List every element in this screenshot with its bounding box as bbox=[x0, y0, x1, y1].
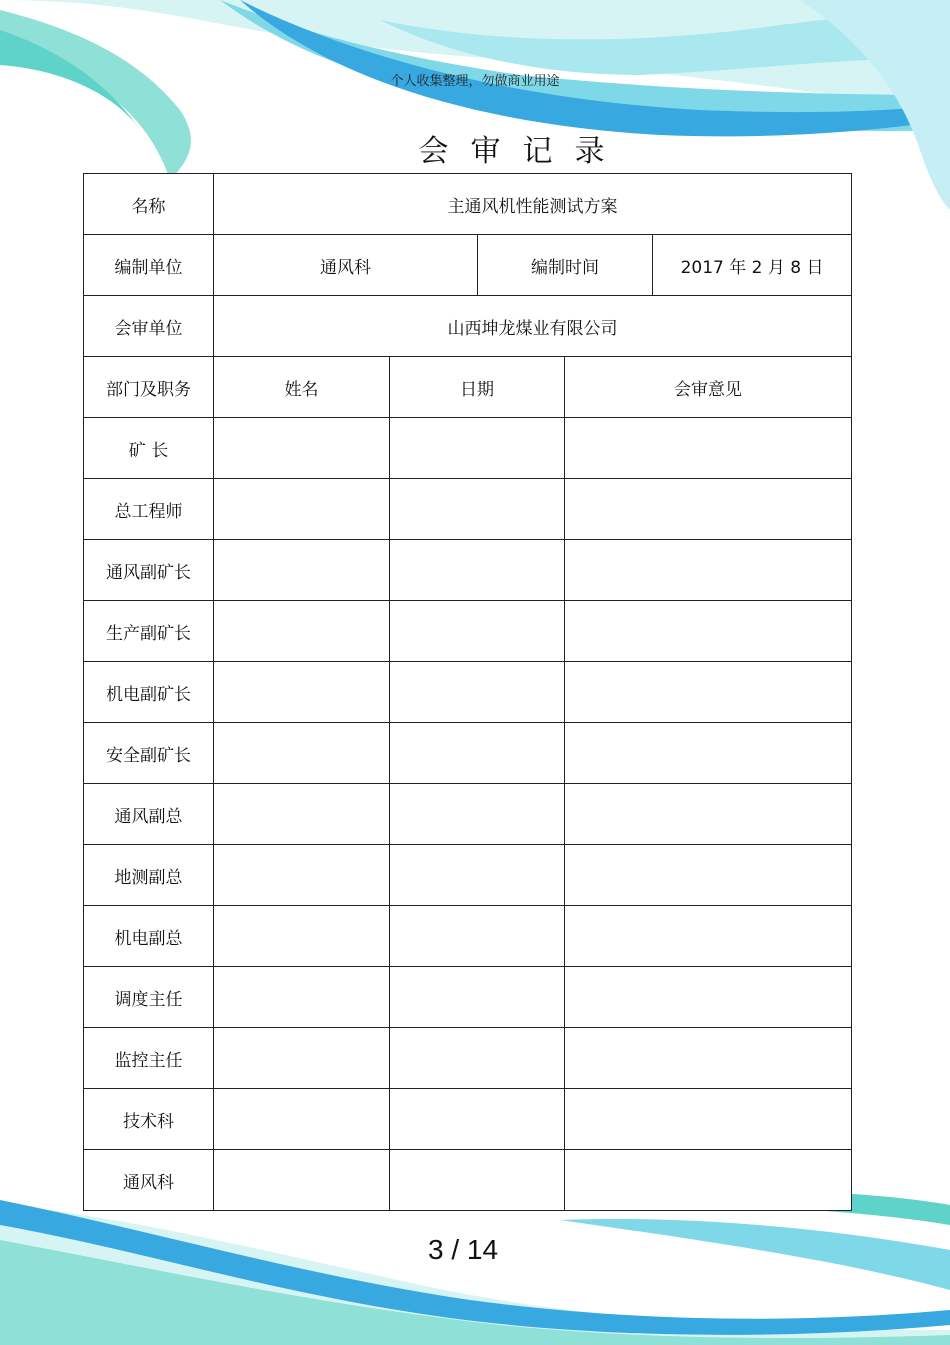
opinion-cell[interactable] bbox=[565, 1089, 852, 1150]
table-row bbox=[84, 418, 852, 479]
table-row bbox=[84, 784, 852, 845]
role-label: 机电副总 bbox=[84, 906, 214, 967]
table-row bbox=[84, 1028, 852, 1089]
opinion-cell[interactable] bbox=[565, 1150, 852, 1211]
role-label: 矿 长 bbox=[84, 418, 214, 479]
name-cell[interactable] bbox=[214, 479, 390, 540]
name-cell[interactable] bbox=[214, 967, 390, 1028]
name-cell[interactable] bbox=[214, 418, 390, 479]
date-cell[interactable] bbox=[390, 479, 565, 540]
date-cell[interactable] bbox=[390, 662, 565, 723]
opinion-cell[interactable] bbox=[565, 479, 852, 540]
role-label: 地测副总 bbox=[84, 845, 214, 906]
row-name bbox=[84, 174, 852, 235]
role-label: 通风副总 bbox=[84, 784, 214, 845]
role-label: 生产副矿长 bbox=[84, 601, 214, 662]
name-cell[interactable] bbox=[214, 784, 390, 845]
row-unit bbox=[84, 235, 852, 296]
opinion-cell[interactable] bbox=[565, 1028, 852, 1089]
table-row bbox=[84, 479, 852, 540]
role-label: 通风副矿长 bbox=[84, 540, 214, 601]
row-review-unit bbox=[84, 296, 852, 357]
name-cell[interactable] bbox=[214, 540, 390, 601]
table-row bbox=[84, 662, 852, 723]
date-cell[interactable] bbox=[390, 1150, 565, 1211]
date-cell[interactable] bbox=[390, 418, 565, 479]
table-row bbox=[84, 1089, 852, 1150]
name-cell[interactable] bbox=[214, 906, 390, 967]
name-value: 主通风机性能测试方案 bbox=[214, 174, 852, 235]
time-label: 编制时间 bbox=[478, 235, 653, 296]
review-table bbox=[83, 173, 852, 1211]
opinion-cell[interactable] bbox=[565, 723, 852, 784]
role-label: 总工程师 bbox=[84, 479, 214, 540]
name-cell[interactable] bbox=[214, 1028, 390, 1089]
name-cell[interactable] bbox=[214, 662, 390, 723]
opinion-cell[interactable] bbox=[565, 845, 852, 906]
date-cell[interactable] bbox=[390, 1028, 565, 1089]
page-number: 3 / 14 bbox=[427, 1234, 499, 1265]
table-row bbox=[84, 906, 852, 967]
table-row bbox=[84, 723, 852, 784]
page-title: 会审记录 bbox=[418, 134, 627, 169]
review-unit-value: 山西坤龙煤业有限公司 bbox=[214, 296, 852, 357]
opinion-cell[interactable] bbox=[565, 418, 852, 479]
date-cell[interactable] bbox=[390, 967, 565, 1028]
review-unit-label: 会审单位 bbox=[84, 296, 214, 357]
name-cell[interactable] bbox=[214, 1150, 390, 1211]
opinion-cell[interactable] bbox=[565, 906, 852, 967]
name-label: 名称 bbox=[84, 174, 214, 235]
name-cell[interactable] bbox=[214, 1089, 390, 1150]
date-cell[interactable] bbox=[390, 540, 565, 601]
table-row bbox=[84, 967, 852, 1028]
date-cell[interactable] bbox=[390, 906, 565, 967]
role-label: 安全副矿长 bbox=[84, 723, 214, 784]
role-label: 通风科 bbox=[84, 1150, 214, 1211]
table-row bbox=[84, 540, 852, 601]
name-cell[interactable] bbox=[214, 601, 390, 662]
date-cell[interactable] bbox=[390, 845, 565, 906]
unit-label: 编制单位 bbox=[84, 235, 214, 296]
role-label: 机电副矿长 bbox=[84, 662, 214, 723]
name-cell[interactable] bbox=[214, 845, 390, 906]
opinion-cell[interactable] bbox=[565, 967, 852, 1028]
header-note: 个人收集整理，勿做商业用途 bbox=[390, 74, 560, 89]
table-row bbox=[84, 601, 852, 662]
table-row bbox=[84, 845, 852, 906]
opinion-cell[interactable] bbox=[565, 540, 852, 601]
opinion-cell[interactable] bbox=[565, 784, 852, 845]
date-cell[interactable] bbox=[390, 1089, 565, 1150]
date-cell[interactable] bbox=[390, 601, 565, 662]
opinion-cell[interactable] bbox=[565, 601, 852, 662]
unit-value: 通风科 bbox=[214, 235, 478, 296]
opinion-cell[interactable] bbox=[565, 662, 852, 723]
column-header-row bbox=[84, 357, 852, 418]
header-dept: 部门及职务 bbox=[84, 357, 214, 418]
header-opinion: 会审意见 bbox=[565, 357, 852, 418]
role-label: 监控主任 bbox=[84, 1028, 214, 1089]
table-row bbox=[84, 1150, 852, 1211]
header-name: 姓名 bbox=[214, 357, 390, 418]
header-date: 日期 bbox=[390, 357, 565, 418]
role-label: 调度主任 bbox=[84, 967, 214, 1028]
role-label: 技术科 bbox=[84, 1089, 214, 1150]
date-cell[interactable] bbox=[390, 784, 565, 845]
name-cell[interactable] bbox=[214, 723, 390, 784]
date-cell[interactable] bbox=[390, 723, 565, 784]
time-value: 2017 年 2 月 8 日 bbox=[653, 235, 852, 296]
